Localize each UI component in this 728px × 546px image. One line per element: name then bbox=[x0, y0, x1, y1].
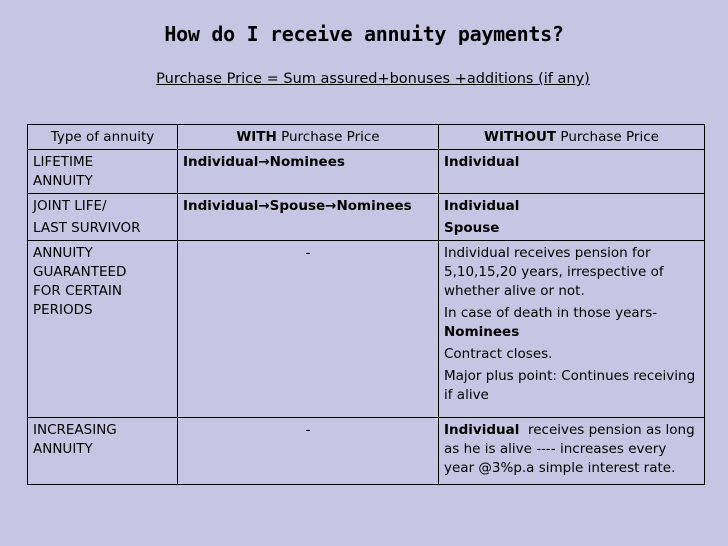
type-line: ANNUITY bbox=[33, 245, 93, 261]
page-title: How do I receive annuity payments? bbox=[164, 22, 564, 46]
type-line: JOINT LIFE/ bbox=[33, 198, 107, 214]
table-row bbox=[28, 194, 705, 241]
type-line: FOR CERTAIN bbox=[33, 283, 122, 299]
type-line: INCREASING bbox=[33, 422, 117, 438]
cell-without bbox=[439, 241, 705, 418]
table-row bbox=[28, 241, 705, 418]
cell-with: Individual→Nominees bbox=[178, 150, 439, 194]
without-para: In case of death in those years- Nominees bbox=[444, 305, 658, 340]
type-line: ANNUITY bbox=[33, 441, 93, 457]
cell-type bbox=[28, 241, 178, 418]
table-row bbox=[28, 150, 705, 194]
table-header-row bbox=[28, 125, 705, 150]
cell-with: - bbox=[178, 418, 439, 485]
without-line: Individual bbox=[444, 198, 520, 214]
without-para: Individual receives pension for 5,10,15,20 years, irrespective of whether alive or not. bbox=[444, 245, 664, 299]
cell-without: Individual receives pension as long as he is alive ---- increases every year @3%p.a simple interest rate. bbox=[439, 418, 705, 485]
cell-type bbox=[28, 418, 178, 485]
cell-without bbox=[439, 194, 705, 241]
without-para: Major plus point: Continues receiving if alive bbox=[444, 368, 696, 403]
page-subtitle: Purchase Price = Sum assured+bonuses +additions (if any) bbox=[156, 71, 590, 87]
table-row bbox=[28, 418, 705, 485]
header-type: Type of annuity bbox=[28, 125, 178, 150]
type-line: LAST SURVIVOR bbox=[33, 220, 141, 236]
type-line: GUARANTEED bbox=[33, 264, 127, 280]
cell-type bbox=[28, 194, 178, 241]
annuity-table bbox=[27, 124, 705, 485]
type-line: LIFETIME bbox=[33, 154, 94, 170]
cell-type bbox=[28, 150, 178, 194]
type-line: PERIODS bbox=[33, 302, 93, 318]
type-line: ANNUITY bbox=[33, 173, 93, 189]
cell-with: - bbox=[178, 241, 439, 418]
without-para: Contract closes. bbox=[444, 346, 553, 362]
cell-with: Individual→Spouse→Nominees bbox=[178, 194, 439, 241]
without-line: Spouse bbox=[444, 220, 500, 236]
header-with: WITH Purchase Price bbox=[178, 125, 439, 150]
cell-without: Individual bbox=[439, 150, 705, 194]
header-without: WITHOUT Purchase Price bbox=[439, 125, 705, 150]
